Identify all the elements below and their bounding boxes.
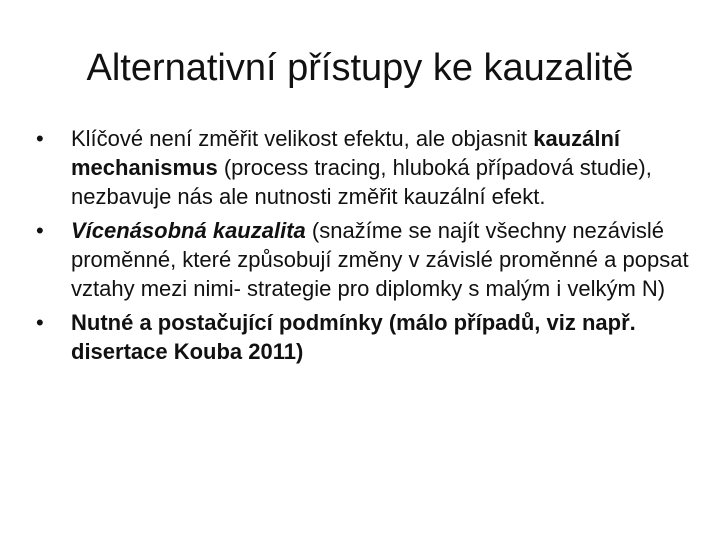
bullet-item bbox=[36, 124, 692, 211]
bullet-item bbox=[36, 308, 692, 366]
bullet-dot-icon: • bbox=[36, 310, 44, 335]
bullet-text: (snažíme se najít všechny nezávislé proměnné, které způsobují změny v závislé proměnné a popsat vztahy mezi nimi- strategie pro diplomky s malým i velkým N) bbox=[71, 218, 689, 301]
slide-title: Alternativní přístupy ke kauzalitě bbox=[86, 47, 634, 89]
bullet-text-bold-italic: Vícenásobná kauzalita bbox=[71, 218, 306, 243]
bullet-list bbox=[36, 124, 692, 371]
bullet-item bbox=[36, 216, 692, 303]
bullet-text: (process tracing, hluboká případová studie), nezbavuje nás ale nutnosti změřit kauzální efekt. bbox=[71, 155, 652, 209]
bullet-text: Klíčové není změřit velikost efektu, ale objasnit bbox=[71, 126, 534, 151]
bullet-text-bold: kauzální mechanismus bbox=[71, 126, 621, 180]
bullet-dot-icon: • bbox=[36, 126, 44, 151]
bullet-text-bold: Nutné a postačující podmínky (málo případů, viz např. disertace Kouba 2011) bbox=[71, 310, 636, 364]
bullet-dot-icon: • bbox=[36, 218, 44, 243]
